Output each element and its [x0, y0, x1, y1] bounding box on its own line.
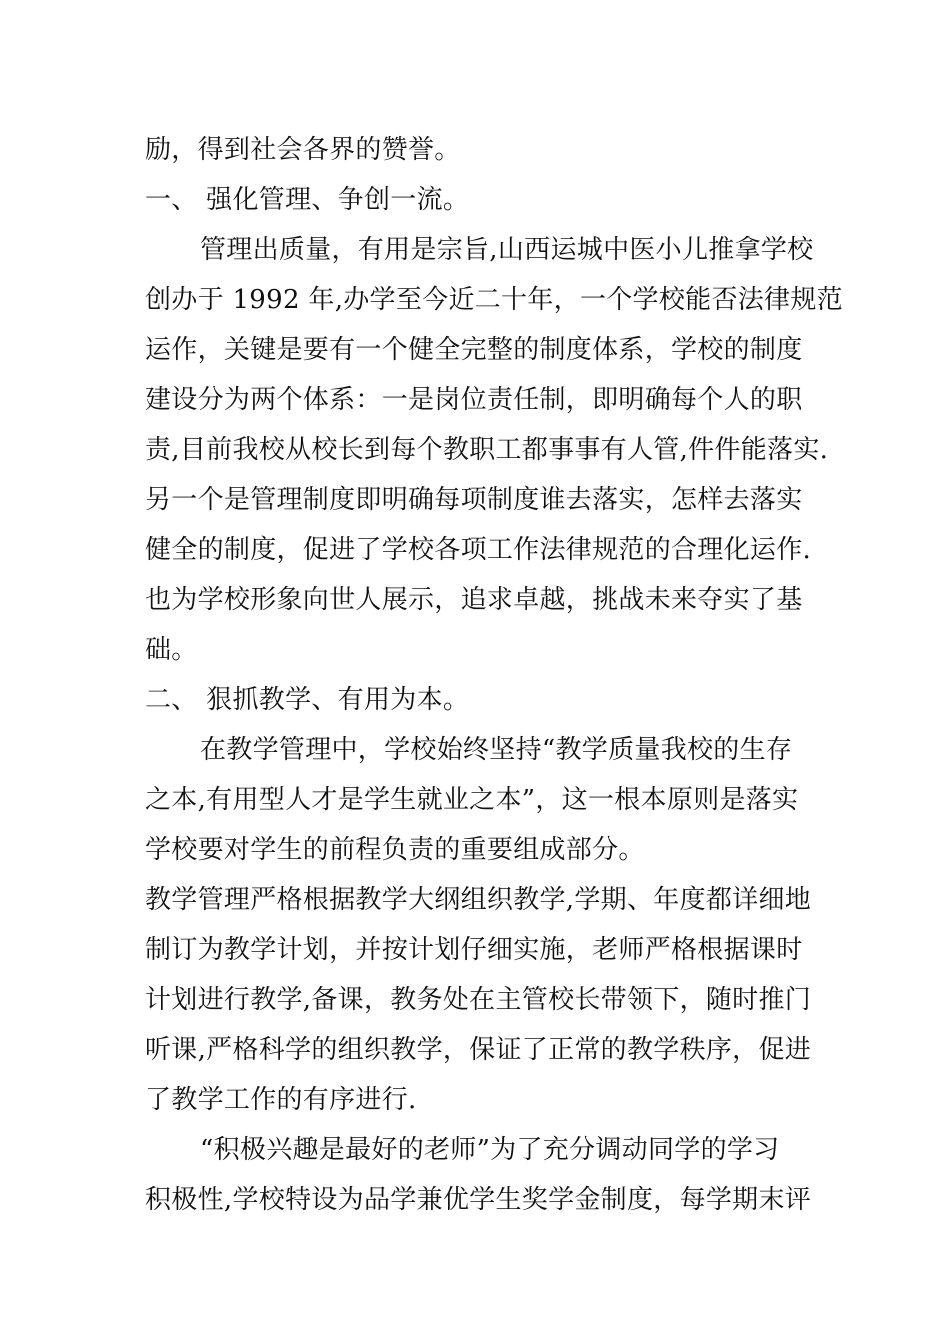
text-line: 了教学工作的有序进行. — [145, 1085, 417, 1115]
text-line: 健全的制度，促进了学校各项工作法律规范的合理化运作. — [145, 535, 812, 565]
text-line: 之本,有用型人才是学生就业之本”，这一根本原则是落实 — [145, 785, 799, 815]
text-line: 在教学管理中，学校始终坚持“教学质量我校的生存 — [200, 735, 793, 765]
text-line: 学校要对学生的前程负责的重要组成部分。 — [145, 835, 645, 865]
text-line: 听课,严格科学的组织教学，保证了正常的教学秩序，促进 — [145, 1035, 812, 1065]
text-line: 积极性,学校特设为品学兼优学生奖学金制度，每学期末评 — [145, 1185, 812, 1215]
text-line: 另一个是管理制度即明确每项制度谁去落实，怎样去落实 — [145, 485, 803, 515]
text-line: 教学管理严格根据教学大纲组织教学,学期、年度都详细地 — [145, 885, 812, 915]
text-line: 计划进行教学,备课，教务处在主管校长带领下，随时推门 — [145, 985, 812, 1015]
section-heading: 一、 强化管理、争创一流。 — [145, 185, 470, 215]
text-line: 创办于 1992 年,办学至今近二十年，一个学校能否法律规范 — [145, 285, 843, 315]
section-heading: 二、 狠抓教学、有用为本。 — [145, 685, 470, 715]
text-line: 责,目前我校从校长到每个教职工都事事有人管,件件能落实. — [145, 435, 829, 465]
text-line: 运作，关键是要有一个健全完整的制度体系，学校的制度 — [145, 335, 803, 365]
text-line: 础。 — [145, 635, 198, 665]
text-line: 建设分为两个体系：一是岗位责任制，即明确每个人的职 — [145, 385, 803, 415]
text-line: 励，得到社会各界的赞誉。 — [145, 135, 461, 165]
text-line: “积极兴趣是最好的老师”为了充分调动同学的学习 — [200, 1135, 780, 1165]
text-line: 制订为教学计划，并按计划仔细实施，老师严格根据课时 — [145, 935, 803, 965]
text-line: 也为学校形象向世人展示，追求卓越，挑战未来夺实了基 — [145, 585, 803, 615]
text-line: 管理出质量，有用是宗旨,山西运城中医小儿推拿学校 — [200, 235, 814, 265]
